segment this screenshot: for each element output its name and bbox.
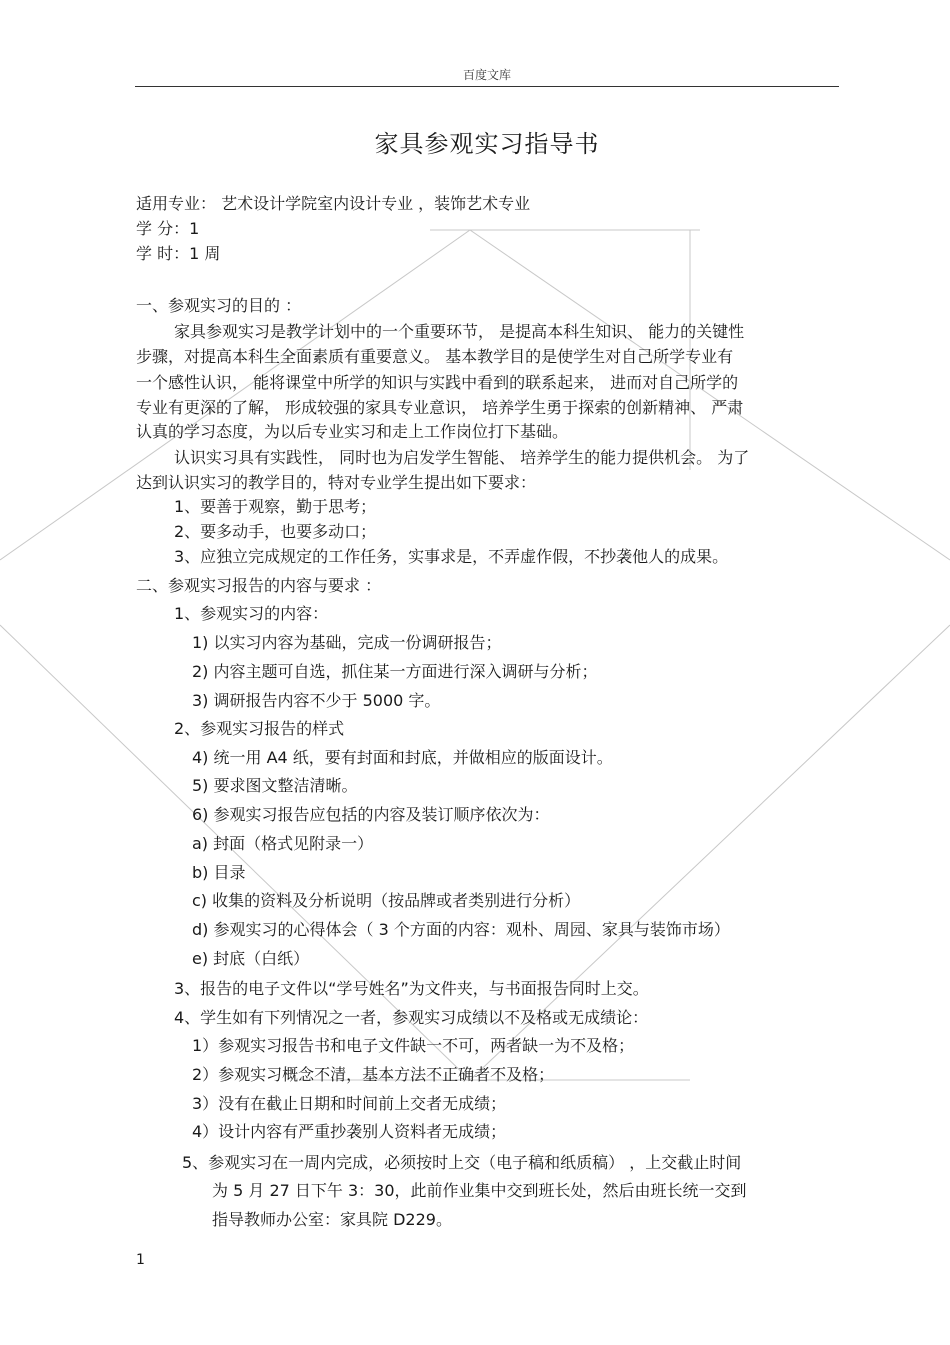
section2-item5-line: 为 5 月 27 日下午 3：30，此前作业集中交到班长处，然后由班长统一交到 xyxy=(212,1181,747,1200)
meta-major: 适用专业： 艺术设计学院室内设计专业 ，装饰艺术专业 xyxy=(136,194,531,213)
section1-paragraph-line: 家具参观实习是教学计划中的一个重要环节， 是提高本科生知识、 能力的关键性 xyxy=(174,322,745,341)
section1-paragraph2-line: 认识实习具有实践性， 同时也为启发学生智能、 培养学生的能力提供机会。 为了 xyxy=(174,448,750,467)
order-item: e) 封底（白纸） xyxy=(192,949,310,968)
order-item: a) 封面（格式见附录一） xyxy=(192,834,374,853)
style-item: 6) 参观实习报告应包括的内容及装订顺序依次为： xyxy=(192,805,550,824)
requirement-item: 1、要善于观察，勤于思考； xyxy=(174,497,377,516)
content-heading: 1、参观实习的内容： xyxy=(174,604,329,623)
content-item: 1) 以实习内容为基础，完成一份调研报告； xyxy=(192,633,502,652)
fail-condition-item: 3）没有在截止日期和时间前上交者无成绩； xyxy=(192,1094,507,1113)
section2-item4: 4、学生如有下列情况之一者，参观实习成绩以不及格或无成绩论： xyxy=(174,1008,649,1027)
requirement-item: 3、应独立完成规定的工作任务，实事求是，不弄虚作假，不抄袭他人的成果。 xyxy=(174,547,729,566)
section1-paragraph2-line: 达到认识实习的教学目的，特对专业学生提出如下要求： xyxy=(136,473,537,492)
requirement-item: 2、要多动手，也要多动口； xyxy=(174,522,377,541)
content-item: 3) 调研报告内容不少于 5000 字。 xyxy=(192,691,441,710)
section1-paragraph-line: 认真的学习态度，为以后专业实习和走上工作岗位打下基础。 xyxy=(136,422,569,441)
section1-paragraph-line: 一个感性认识， 能将课堂中所学的知识与实践中看到的联系起来， 进而对自己所学的 xyxy=(136,373,739,392)
section1-paragraph-line: 步骤，对提高本科生全面素质有重要意义。 基本教学目的是使学生对自己所学专业有 xyxy=(136,347,734,366)
style-item: 5) 要求图文整洁清晰。 xyxy=(192,776,358,795)
meta-credits: 学 分：1 xyxy=(136,219,200,238)
section1-paragraph-line: 专业有更深的了解， 形成较强的家具专业意识， 培养学生勇于探索的创新精神、 严肃 xyxy=(136,398,744,417)
page-number: 1 xyxy=(136,1252,145,1268)
style-item: 4) 统一用 A4 纸，要有封面和封底，并做相应的版面设计。 xyxy=(192,748,613,767)
section2-item5-line: 5、参观实习在一周内完成，必须按时上交（电子稿和纸质稿） ，上交截止时间 xyxy=(182,1153,742,1172)
page-header: 百度文库 xyxy=(462,68,511,82)
style-heading: 2、参观实习报告的样式 xyxy=(174,719,345,738)
header-divider xyxy=(135,86,839,87)
content-item: 2) 内容主题可自选，抓住某一方面进行深入调研与分析； xyxy=(192,662,598,681)
fail-condition-item: 2）参观实习概念不清，基本方法不正确者不及格； xyxy=(192,1065,555,1084)
meta-hours: 学 时：1 周 xyxy=(136,244,221,263)
order-item: b) 目录 xyxy=(192,863,246,882)
fail-condition-item: 4）设计内容有严重抄袭别人资料者无成绩； xyxy=(192,1122,507,1141)
section1-heading: 一、参观实习的目的 ： xyxy=(136,296,302,315)
section2-item3: 3、报告的电子文件以“学号姓名”为文件夹，与书面报告同时上交。 xyxy=(174,979,649,998)
section2-item5-line: 指导教师办公室：家具院 D229。 xyxy=(212,1210,452,1229)
section2-heading: 二、参观实习报告的内容与要求 ： xyxy=(136,576,382,595)
document-title: 家具参观实习指导书 xyxy=(374,130,600,158)
order-item: c) 收集的资料及分析说明（按品牌或者类别进行分析） xyxy=(192,891,581,910)
order-item: d) 参观实习的心得体会（ 3 个方面的内容：观朴、周园、家具与装饰市场） xyxy=(192,920,730,939)
fail-condition-item: 1）参观实习报告书和电子文件缺一不可，两者缺一为不及格； xyxy=(192,1036,635,1055)
